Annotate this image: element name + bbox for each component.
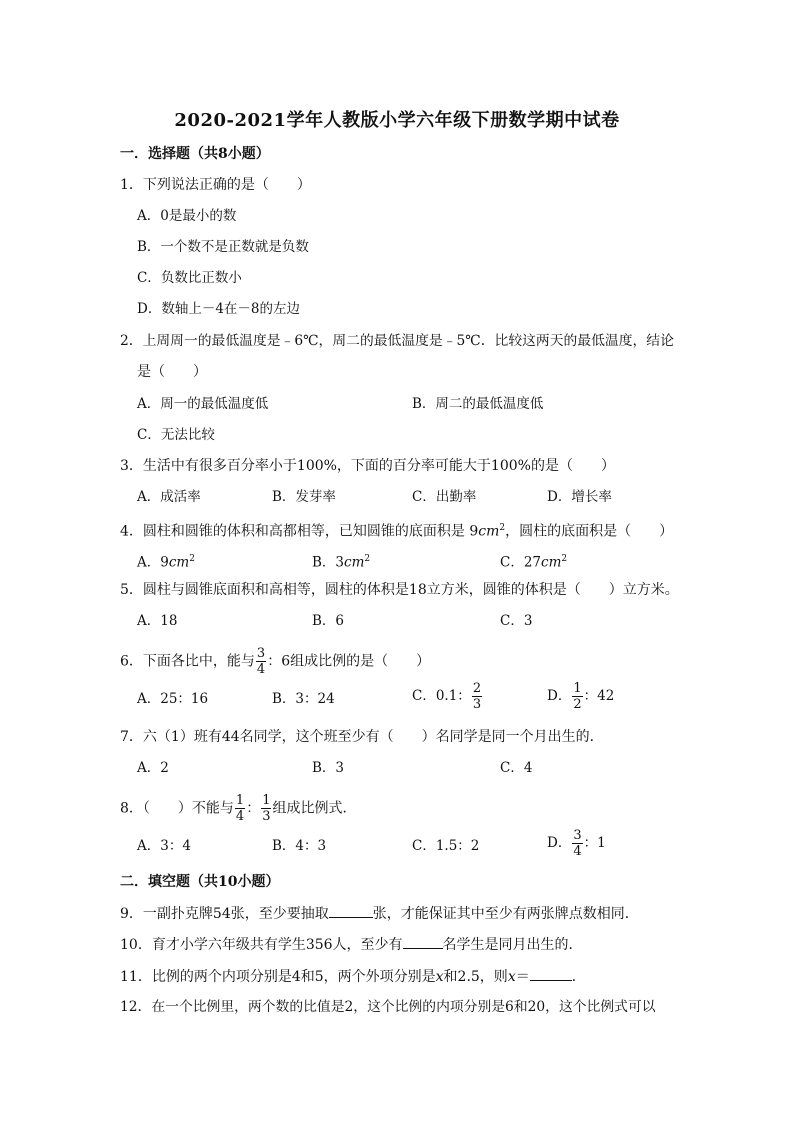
q8-fraction-1-denominator: 4 — [235, 809, 245, 824]
q6-option-c-fraction — [472, 681, 482, 712]
q2-option-c: C．无法比较 — [137, 427, 215, 443]
q6-option-b: B．3：24 — [272, 691, 335, 707]
q11-answer-blank[interactable] — [530, 966, 572, 981]
q8-fraction-2-denominator: 3 — [262, 809, 271, 824]
question-3-stem: 3．生活中有很多百分率小于100%，下面的百分率可能大于100%的是（ ） — [120, 458, 615, 474]
section-heading-fill-blank: 二．填空题（共10小题） — [120, 874, 280, 890]
q1-option-b: B．一个数不是正数就是负数 — [137, 239, 309, 255]
question-1-stem: 1．下列说法正确的是（ ） — [120, 177, 311, 193]
q11-equals: ＝ — [515, 969, 530, 985]
q7-option-c: C．4 — [500, 760, 533, 776]
q7-option-a: A．2 — [137, 760, 169, 776]
q6-option-d-suffix: ：42 — [583, 688, 615, 704]
q4-unit: cm — [478, 523, 500, 540]
question-11 — [120, 966, 586, 987]
question-9 — [120, 903, 639, 924]
question-12-stem: 12．在一个比例里，两个数的比值是2，这个比例的内项分别是6和20，这个比例式可以 — [120, 999, 656, 1015]
q6-option-c-denominator: 3 — [472, 697, 482, 712]
q9-answer-blank[interactable] — [329, 903, 373, 918]
q1-option-a: A．0是最小的数 — [137, 208, 237, 224]
q6-option-c — [412, 681, 483, 712]
question-2-stem: 2．上周周一的最低温度是﹣6℃，周二的最低温度是﹣5℃．比较这两天的最低温度，结论 — [120, 333, 674, 349]
q8-option-d-numerator: 3 — [573, 828, 582, 843]
q6-option-c-numerator: 2 — [472, 681, 482, 696]
q4-option-b-value: B．3 — [312, 554, 345, 571]
q11-part-a: 11．比例的两个内项分别是4和5，两个外项分别是 — [120, 969, 436, 985]
q10-answer-blank[interactable] — [403, 934, 443, 949]
q6-option-c-prefix: C．0.1： — [412, 688, 471, 704]
q8-fraction-2-numerator: 1 — [262, 793, 271, 808]
q5-option-c: C．3 — [500, 613, 533, 629]
q8-option-d-denominator: 4 — [573, 844, 582, 859]
q8-option-d-prefix: D． — [547, 835, 572, 851]
question-10 — [120, 934, 583, 955]
q4-stem-part-b: ，圆柱的底面积是（ ） — [505, 523, 674, 540]
q4-option-a-unit: cm — [168, 554, 190, 571]
q4-option-c-exponent: 2 — [561, 554, 568, 564]
q4-option-b-unit: cm — [344, 554, 365, 571]
question-6-stem — [120, 646, 430, 677]
q6-fraction-numerator: 3 — [256, 646, 266, 661]
q2-option-a: A．周一的最低温度低 — [137, 396, 269, 412]
q6-option-d — [547, 681, 614, 712]
question-8-stem — [120, 793, 356, 824]
exam-title: 2020-2021学年人教版小学六年级下册数学期中试卷 — [174, 110, 620, 131]
q6-option-d-fraction — [572, 681, 582, 712]
q9-part-a: 9．一副扑克牌54张，至少要抽取 — [120, 906, 329, 922]
q7-option-b: B．3 — [312, 760, 345, 776]
q8-option-c: C．1.5：2 — [412, 838, 480, 854]
question-4-stem — [120, 518, 673, 542]
q3-option-a: A．成活率 — [137, 489, 201, 505]
q6-option-d-denominator: 2 — [573, 697, 582, 712]
q8-option-b: B．4：3 — [272, 838, 327, 854]
section-heading-choice: 一．选择题（共8小题） — [120, 146, 270, 162]
q3-option-c: C．出勤率 — [412, 489, 477, 505]
q6-stem-part-a: 6．下面各比中，能与 — [120, 653, 255, 670]
q8-stem-part-a: 8．（ ）不能与 — [120, 800, 234, 817]
q4-option-b — [312, 549, 370, 573]
q8-fraction-1-numerator: 1 — [235, 793, 245, 808]
question-7-stem: 7．六（1）班有44名同学，这个班至少有（ ）名同学是同一个月出生的． — [120, 729, 604, 745]
q8-fraction-2 — [261, 793, 271, 824]
q10-part-a: 10．育才小学六年级共有学生356人，至少有 — [120, 937, 403, 953]
q8-option-a: A．3：4 — [137, 838, 191, 854]
question-2-stem-cont: 是（ ） — [137, 364, 207, 380]
q8-colon: ： — [246, 800, 261, 817]
q1-option-c: C．负数比正数小 — [137, 270, 242, 286]
q4-option-a-value: A．9 — [137, 554, 169, 571]
q5-option-b: B．6 — [312, 613, 345, 629]
q10-part-b: 名学生是同月出生的． — [442, 937, 583, 953]
q6-option-d-numerator: 1 — [573, 681, 582, 696]
q8-fraction-1 — [235, 793, 245, 824]
q4-option-a — [137, 549, 195, 573]
q2-option-b: B．周二的最低温度低 — [412, 396, 544, 412]
q4-option-c-unit: cm — [541, 554, 562, 571]
q11-part-mid: 和2.5，则 — [443, 969, 508, 985]
q8-option-d — [547, 828, 606, 859]
q3-option-b: B．发芽率 — [272, 489, 336, 505]
q4-stem-part-a: 4．圆柱和圆锥的体积和高都相等，已知圆锥的底面积是 9 — [120, 523, 479, 540]
q5-option-a: A．18 — [137, 613, 178, 629]
question-5-stem: 5．圆柱与圆锥底面积和高相等，圆柱的体积是18立方米，圆锥的体积是（ ）立方米。 — [120, 582, 679, 598]
q4-option-c-value: C．27 — [500, 554, 542, 571]
q1-option-d: D．数轴上－4在－8的左边 — [137, 301, 301, 317]
q8-stem-part-b: 组成比例式． — [272, 800, 357, 817]
q11-variable-x-2: x — [507, 969, 516, 985]
q4-option-c — [500, 549, 567, 573]
q4-option-b-exponent: 2 — [364, 554, 371, 564]
q9-part-b: 张，才能保证其中至少有两张牌点数相同． — [372, 906, 639, 922]
q6-option-d-prefix: D． — [547, 688, 572, 704]
q6-option-a: A．25：16 — [137, 691, 209, 707]
q4-unit-exponent: 2 — [499, 523, 506, 533]
q8-option-d-suffix: ：1 — [583, 835, 606, 851]
q8-option-d-fraction — [572, 828, 582, 859]
q11-end: ． — [571, 969, 586, 985]
q6-stem-part-b: ：6组成比例的是（ ） — [267, 653, 431, 670]
q3-option-d: D．增长率 — [547, 489, 612, 505]
q6-fraction — [256, 646, 266, 677]
q11-variable-x: x — [435, 969, 444, 985]
q4-option-a-exponent: 2 — [189, 554, 195, 564]
q6-fraction-denominator: 4 — [256, 662, 266, 677]
